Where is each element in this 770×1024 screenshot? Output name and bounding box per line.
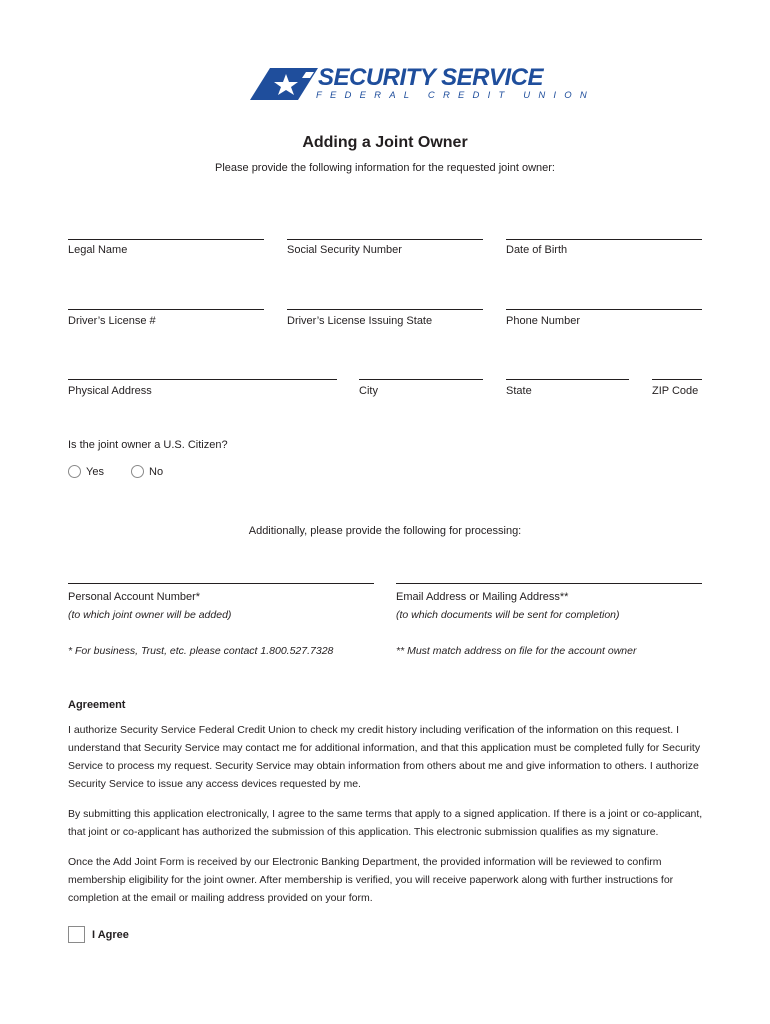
citizen-question: Is the joint owner a U.S. Citizen? xyxy=(68,439,228,451)
email-or-mailing-hint: (to which documents will be sent for completion) xyxy=(396,609,620,621)
account-number-footnote: * For business, Trust, etc. please contact 1.800.527.7328 xyxy=(68,645,334,657)
ssn-label: Social Security Number xyxy=(287,244,402,256)
agreement-heading: Agreement xyxy=(68,699,126,711)
brand-subname: FEDERAL CREDIT UNION xyxy=(316,90,595,101)
state-label: State xyxy=(506,385,532,397)
city-label: City xyxy=(359,385,378,397)
processing-heading: Additionally, please provide the following for processing: xyxy=(248,525,522,537)
agreement-paragraph-2: By submitting this application electronically, I agree to the same terms that apply to a signed application. If there is a joint or co-applicant, that joint or co-applicant has authorized the submission of this application. This electronic submission qualifies as my signature. xyxy=(68,808,703,838)
email-or-mailing-label: Email Address or Mailing Address** xyxy=(396,591,569,603)
citizen-yes-label: Yes xyxy=(86,466,104,478)
dob-label: Date of Birth xyxy=(506,244,568,256)
citizen-yes-radio[interactable] xyxy=(68,465,81,478)
dl-number-label: Driver’s License # xyxy=(68,315,156,327)
zip-label: ZIP Code xyxy=(652,385,699,397)
page-subtitle: Please provide the following information for the requested joint owner: xyxy=(215,162,555,174)
agreement-paragraph-1: I authorize Security Service Federal Credit Union to check my credit history including verification of the information on this request. I understand that Security Service may contact me for additional information, and that this application must be completed fully for Security Service to process my request. Security Service may obtain information from others about me and give information to others. I authorize Security Service to issue any access devices requested by me. xyxy=(68,724,701,790)
page-title: Adding a Joint Owner xyxy=(302,134,468,151)
citizen-no-radio[interactable] xyxy=(131,465,144,478)
email-or-mailing-footnote: ** Must match address on file for the account owner xyxy=(396,645,637,657)
account-number-label: Personal Account Number* xyxy=(68,591,201,603)
agree-checkbox[interactable] xyxy=(68,926,85,943)
address-label: Physical Address xyxy=(68,385,152,397)
legal-name-label: Legal Name xyxy=(68,244,128,256)
account-number-hint: (to which joint owner will be added) xyxy=(68,609,232,621)
dl-state-label: Driver’s License Issuing State xyxy=(287,315,433,327)
agree-label: I Agree xyxy=(92,929,129,941)
citizen-no-label: No xyxy=(149,466,164,478)
phone-label: Phone Number xyxy=(506,315,580,327)
agreement-paragraph-3: Once the Add Joint Form is received by our Electronic Banking Department, the provided information will be reviewed to confirm membership eligibility for the joint owner. After membership is verified, you will receive paperwork along with further instructions for completion at the email or mailing address provided on your form. xyxy=(68,856,674,904)
brand-name: SECURITY SERVICE xyxy=(318,64,543,91)
